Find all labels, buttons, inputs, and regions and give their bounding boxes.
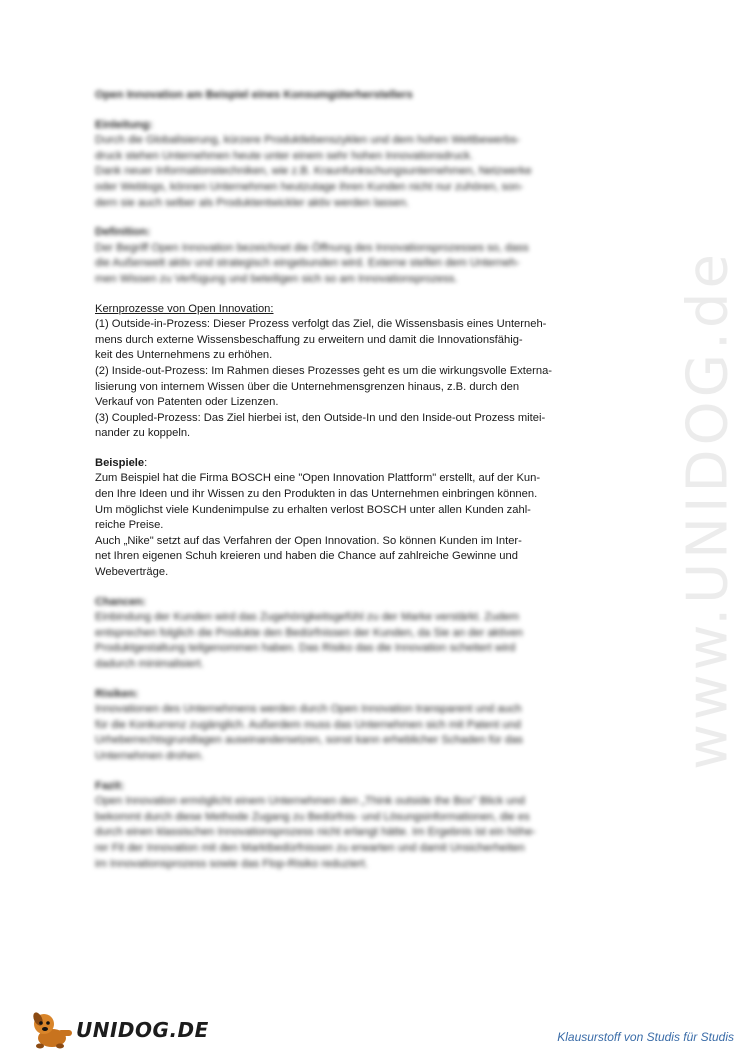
paragraph-line: Open Innovation ermöglicht einem Unternehmen den „Think outside the Box" Blick und bbox=[95, 795, 525, 808]
section-fazit bbox=[95, 779, 580, 873]
heading-definition: Definition: bbox=[95, 226, 151, 239]
heading-beispiele-colon: : bbox=[144, 456, 148, 469]
section-kernprozesse bbox=[95, 302, 580, 442]
paragraph-line: Webeverträge. bbox=[95, 566, 169, 579]
heading-fazit: Fazit: bbox=[95, 779, 125, 792]
heading-kernprozesse: Kernprozesse von Open Innovation: bbox=[95, 302, 274, 315]
paragraph-line: Urheberrechtsgrundlagen auseinandersetzen, sonst kann erheblicher Schaden für das bbox=[95, 734, 523, 747]
paragraph-line: Unternehmen drohen. bbox=[95, 749, 204, 762]
paragraph-line: Auch „Nike" setzt auf das Verfahren der Open Innovation. So können Kunden im Inter- bbox=[95, 534, 522, 547]
paragraph-line: net Ihren eigenen Schuh kreieren und haben die Chance auf zahlreiche Gewinne und bbox=[95, 550, 518, 563]
paragraph-line: reiche Preise. bbox=[95, 519, 164, 532]
paragraph-line: (3) Coupled-Prozess: Das Ziel hierbei ist, den Outside-In und den Inside-out Prozess mitei- bbox=[95, 411, 546, 424]
paragraph-line: dern sie auch selber als Produktentwickler aktiv werden lassen. bbox=[95, 196, 410, 209]
paragraph-line: den Ihre Ideen und ihr Wissen zu den Produkten in das Unternehmen einbringen können. bbox=[95, 488, 538, 501]
paragraph-line: dadurch minimalisiert. bbox=[95, 658, 204, 670]
footer-tagline: Klausurstoff von Studis für Studis bbox=[557, 1030, 734, 1044]
section-chancen bbox=[95, 595, 580, 673]
section-beispiele bbox=[95, 456, 580, 581]
heading-einleitung: Einleitung: bbox=[95, 118, 153, 131]
dog-mascot-icon bbox=[30, 1008, 78, 1050]
paragraph-line: Produktgestaltung teilgenommen haben. Das Risiko das die Innovation scheitert wird bbox=[95, 642, 516, 655]
paragraph-line: men Wissen zu Verfügung und beteiligen sich so am Innovationsprozess. bbox=[95, 272, 458, 285]
paragraph-line: mens durch externe Wissensbeschaffung zu erweitern und damit die Innovationsfähig- bbox=[95, 333, 523, 346]
paragraph-line: Einbindung der Kunden wird das Zugehörigkeitsgefühl zu der Marke verstärkt. Zudem bbox=[95, 611, 520, 624]
paragraph-line: (1) Outside-in-Prozess: Dieser Prozess verfolgt das Ziel, die Wissensbasis eines Unterneh- bbox=[95, 318, 547, 331]
section-einleitung bbox=[95, 118, 580, 212]
heading-beispiele: Beispiele bbox=[95, 456, 145, 469]
section-definition bbox=[95, 225, 580, 287]
heading-chancen: Chancen: bbox=[95, 595, 146, 608]
paragraph-line: Um möglichst viele Kundenimpulse zu erhalten verlost BOSCH unter allen Kunden zahl- bbox=[95, 503, 531, 516]
paragraph-line: Innovationen des Unternehmens werden durch Open Innovation transparent und auch bbox=[95, 703, 522, 716]
paragraph-line: bekommt durch diese Methode Zugang zu Bedürfnis- und Lösungsinformationen, die es bbox=[95, 810, 530, 823]
paragraph-line: die Außenwelt aktiv und strategisch eingebunden wird. Externe stellen dem Unterneh- bbox=[95, 257, 520, 270]
paragraph-line: Der Begriff Open Innovation bezeichnet die Öffnung des Innovationsprozesses so, dass bbox=[95, 241, 529, 254]
paragraph-line: im Innovationsprozess sowie das Flop-Risiko reduziert. bbox=[95, 857, 368, 870]
section-risiken bbox=[95, 687, 580, 765]
heading-beispiele-wrap bbox=[95, 456, 580, 472]
paragraph-line: durch einen klassischen Innovationsprozess nicht erlangt hätte. Im Ergebnis ist ein höhe- bbox=[95, 826, 536, 839]
paragraph-line: (2) Inside-out-Prozess: Im Rahmen dieses Prozesses geht es um die wirkungsvolle Externa- bbox=[95, 364, 553, 377]
paragraph-line: druck stehen Unternehmen heute unter einem sehr hohen Innovationsdruck. bbox=[95, 149, 474, 162]
watermark-text: www.UNIDOG.de bbox=[675, 250, 741, 770]
unidog-logo[interactable] bbox=[30, 1008, 209, 1050]
paragraph-line: Zum Beispiel hat die Firma BOSCH eine "Open Innovation Plattform" erstellt, auf der Kun- bbox=[95, 472, 541, 485]
paragraph-line: für die Konkurrenz zugänglich. Außerdem muss das Unternehmen sich mit Patent und bbox=[95, 718, 521, 731]
watermark bbox=[668, 250, 748, 770]
document-title: Open Innovation am Beispiel eines Konsumgüterherstellers bbox=[95, 89, 413, 101]
paragraph-line: nander zu koppeln. bbox=[95, 427, 191, 440]
paragraph-line: Durch die Globalisierung, kürzere Produktlebenszyklen und dem hohen Wettbewerbs- bbox=[95, 134, 521, 147]
paragraph-line: rer Fit der Innovation mit den Marktbedürfnissen zu erwarten und damit Unsicherheiten bbox=[95, 841, 525, 854]
paragraph-line: Verkauf von Patenten oder Lizenzen. bbox=[95, 396, 279, 409]
heading-risiken: Risiken: bbox=[95, 687, 139, 700]
paragraph-line: Dank neuer Informationstechniken, wie z.B. Kraunfunkschungsunternehmen, Netzwerke bbox=[95, 165, 532, 178]
paragraph-line: keit des Unternehmens zu erhöhen. bbox=[95, 349, 273, 362]
document-content bbox=[95, 88, 580, 886]
paragraph-line: entsprechen folglich die Produkte den Bedürfnissen der Kunden, da Sie an der aktiven bbox=[95, 626, 523, 639]
logo-text: UNIDOG.DE bbox=[76, 1018, 209, 1042]
paragraph-line: lisierung von internem Wissen über die Unternehmensgrenzen hinaus, z.B. durch den bbox=[95, 380, 520, 393]
paragraph-line: oder Weblogs, können Unternehmen heutzutage ihren Kunden nicht nur zuhören, son- bbox=[95, 180, 524, 193]
